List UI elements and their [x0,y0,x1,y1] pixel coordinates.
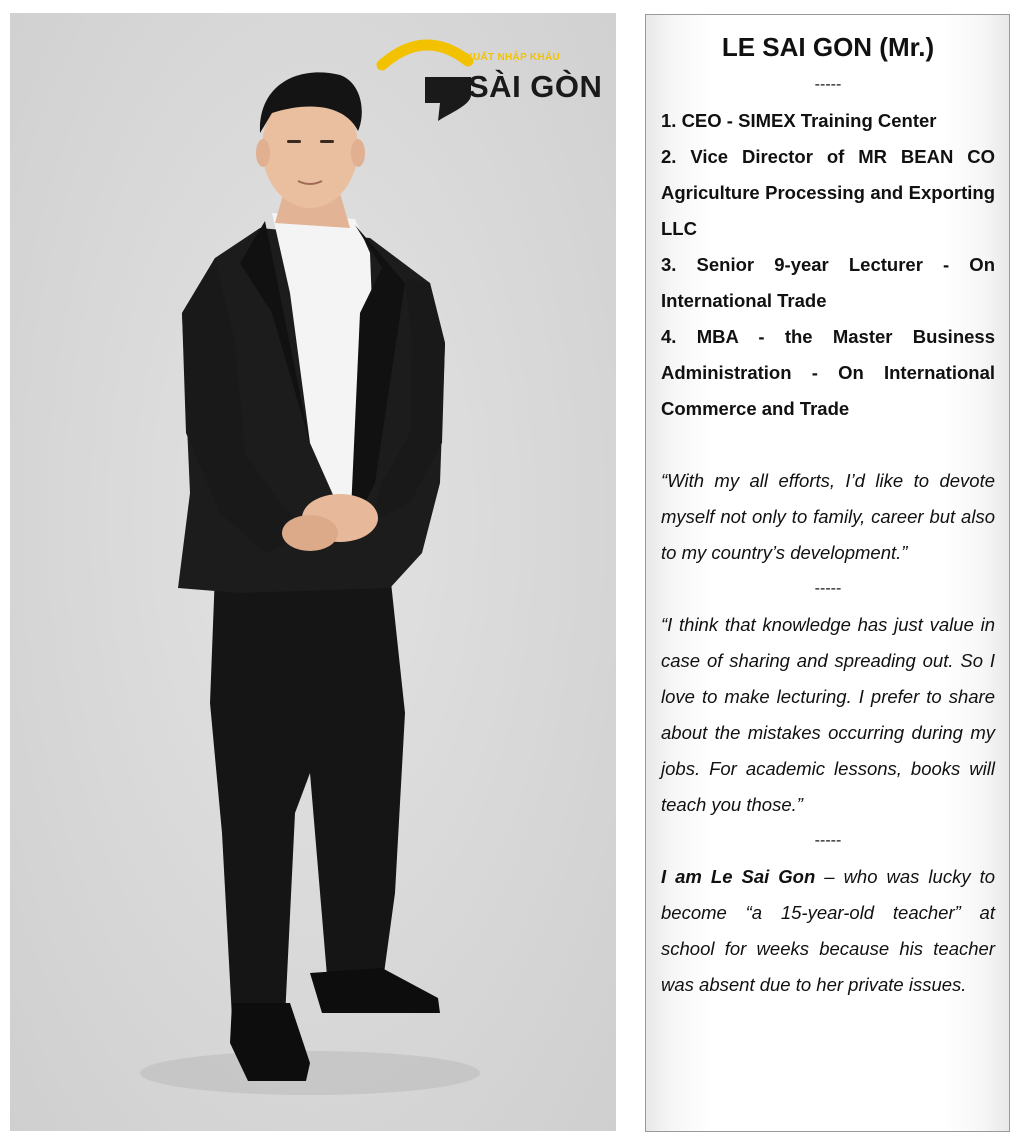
separator: ----- [814,832,842,849]
logo-tagline: XUẤT NHẬP KHẨU [466,52,561,63]
portrait-photo [10,13,616,1131]
company-logo [370,35,616,145]
separator: ----- [814,580,842,597]
intro-paragraph [661,859,995,1003]
credential-item: 1. CEO - SIMEX Training Center [661,110,937,131]
credential-item: 2. Vice Director of MR BEAN CO Agriculture Processing and Exporting LLC [661,146,995,239]
biography-card [645,14,1010,1132]
intro-text: – who was lucky to become “a 15-year-old teacher” at school for weeks because his teacher was absent due to her private issues. [661,866,995,995]
credential-item: 4. MBA - the Master Business Administration - On International Commerce and Trade [661,326,995,419]
credential-item: 3. Senior 9-year Lecturer - On International Trade [661,254,995,311]
man-in-suit-illustration [10,13,616,1131]
separator: ----- [814,76,842,93]
quote-knowledge: “I think that knowledge has just value in case of sharing and spreading out. So I love to make lecturing. I prefer to share about the mistakes occurring during my jobs. For academic lessons, books will teach you those.” [661,614,995,815]
quote-devotion: “With my all efforts, I’d like to devote myself not only to family, career but also to my country’s development.” [661,470,995,563]
credentials-list [661,103,995,427]
logo-brand-name: SÀI GÒN [468,69,603,104]
intro-bold-lead: I am Le Sai Gon [661,866,816,887]
person-name: LE SAI GON (Mr.) [721,32,935,62]
